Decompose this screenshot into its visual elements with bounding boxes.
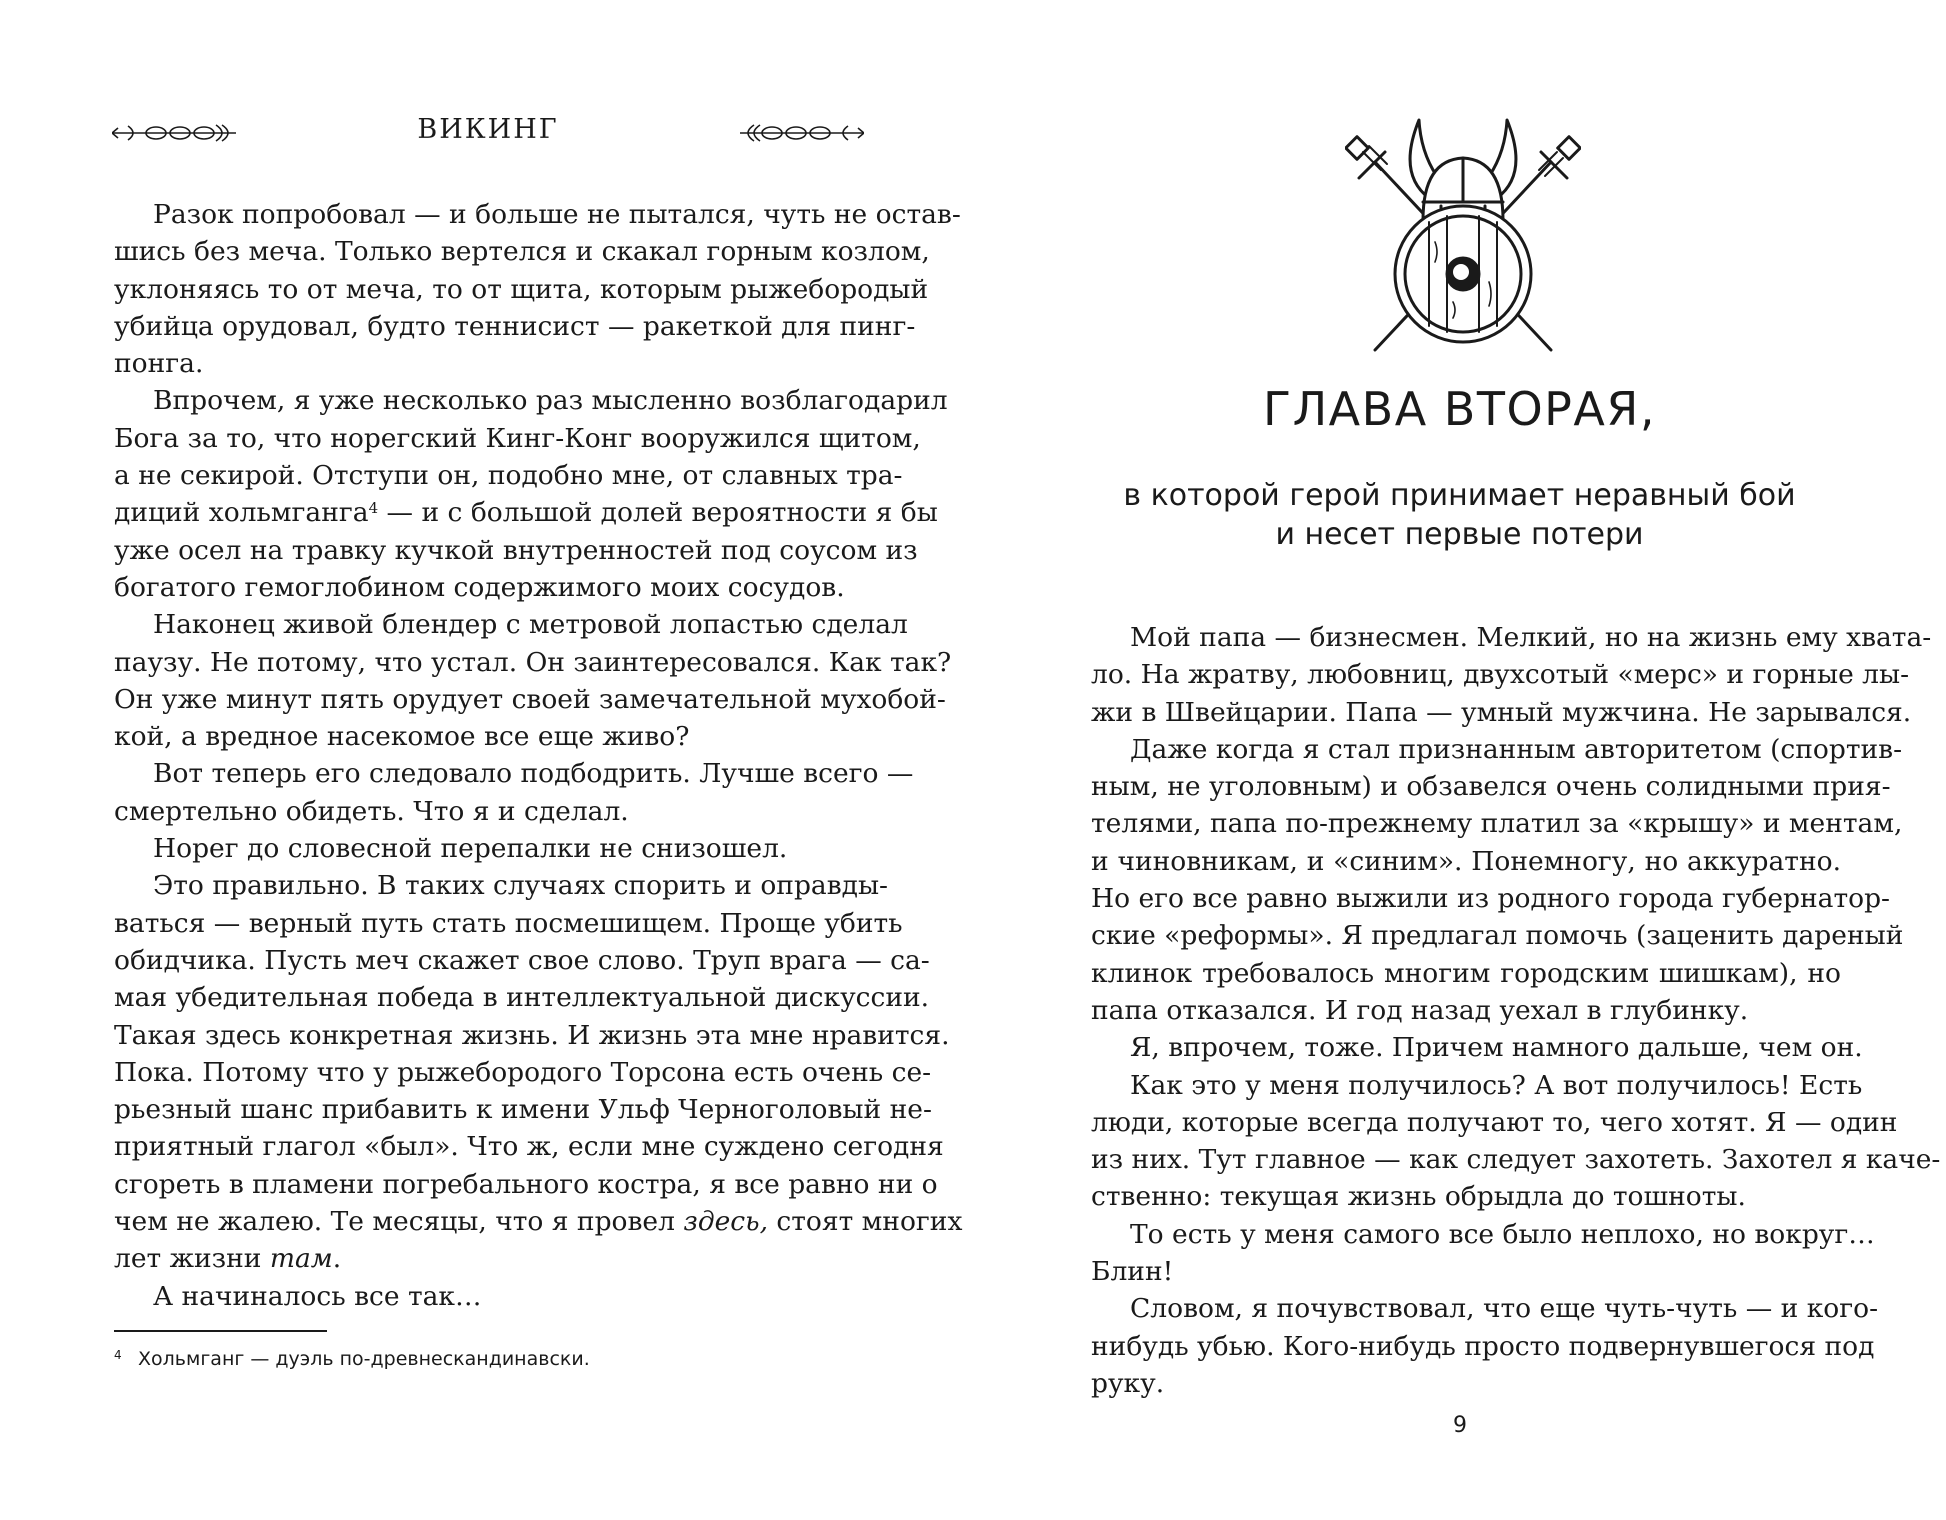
text-line: кой, а вредное насекомое все еще живо? [114,721,690,753]
text-line: уже осел на травку кучкой внутренностей под соусом из [114,534,918,566]
text-line: клинок требовалось многим городским шишкам), но [1091,957,1841,989]
text-line: Вот теперь его следовало подбодрить. Лучше всего — [153,758,914,790]
text-line: Словом, я почувствовал, что еще чуть-чуть — и кого- [1130,1293,1879,1325]
text-segment: . [332,1243,342,1275]
text-line: Наконец живой блендер с метровой лопастью сделал [153,609,908,641]
text-line: руку. [1091,1367,1165,1399]
text-line [114,1240,864,1277]
text-line: телями, папа по-прежнему платил за «крышу» и ментам, [1091,808,1903,840]
viking-helmet-shield-swords-icon [1345,112,1581,360]
text-line: Даже когда я стал признанным авторитетом (спортив- [1130,733,1903,765]
text-line: паузу. Не потому, что устал. Он заинтересовался. Как так? [114,646,952,678]
text-line: Разок попробовал — и больше не пытался, чуть не остав- [153,199,961,230]
footnote-number: 4 [114,1348,122,1362]
text-line: А начиналось все так… [153,1280,482,1312]
text-line: ственно: текущая жизнь обрыдла до тошноты. [1091,1181,1746,1213]
emphasis: там [269,1243,333,1275]
text-line: богатого гемоглобином содержимого моих сосудов. [114,571,845,603]
text-line: а не секирой. Отступи он, подобно мне, от славных тра- [114,460,903,492]
text-line: Как это у меня получилось? А вот получилось! Есть [1130,1069,1863,1101]
text-line: То есть у меня самого все было неплохо, но вокруг… [1130,1218,1875,1250]
footnote-divider [114,1330,327,1332]
ornament-right-icon [740,122,864,144]
footnote-text: Хольмганг — дуэль по-древнескандинавски. [138,1348,590,1370]
text-line: смертельно обидеть. Что я и сделал. [114,795,629,827]
text-line: ваться — верный путь стать посмешищем. Проще убить [114,907,903,939]
text-line: мая убедительная победа в интеллектуальной дискуссии. [114,982,930,1014]
text-line: Это правильно. В таких случаях спорить и оправды- [153,870,889,902]
right-page [973,0,1946,1520]
text-line: сгореть в пламени погребального костра, я все равно ни о [114,1168,938,1200]
chapter-subtitle-line: и несет первые потери [1275,517,1644,552]
text-line: Норег до словесной перепалки не снизошел. [153,833,788,865]
text-line: Мой папа — бизнесмен. Мелкий, но на жизнь ему хвата- [1130,622,1932,653]
chapter-subtitle-line: в которой герой принимает неравный бой [1123,478,1796,513]
text-segment: — и с большой долей вероятности я бы [378,497,938,529]
text-line: ские «реформы». Я предлагал помочь (заценить дареный [1091,920,1904,952]
running-header [112,112,864,152]
text-line: убийца орудовал, будто теннисист — ракеткой для пинг- [114,310,916,342]
text-segment: лет жизни [114,1243,270,1275]
text-line: ным, не уголовным) и обзавелся очень солидными прия- [1091,771,1891,803]
text-line: нибудь убью. Кого-нибудь просто подвернувшегося под [1091,1330,1875,1362]
text-line: люди, которые всегда получают то, чего хотят. Я — один [1091,1106,1898,1138]
text-line: Впрочем, я уже несколько раз мысленно возблагодарил [153,385,948,417]
text-line: ло. На жратву, любовниц, двухсотый «мерс» и горные лы- [1091,659,1910,691]
chapter-title: ГЛАВА ВТОРАЯ, [1263,382,1656,436]
text-line: рьезный шанс прибавить к имени Ульф Черноголовый не- [114,1094,932,1126]
running-header-title: ВИКИНГ [417,114,559,145]
chapter-subtitle [973,476,1946,554]
text-line: и чиновникам, и «синим». Понемногу, но аккуратно. [1091,845,1841,877]
text-line: приятный глагол «был». Что ж, если мне суждено сегодня [114,1131,944,1163]
text-segment: чем не жалею. Те месяцы, что я провел [114,1206,684,1238]
text-line: Блин! [1091,1256,1174,1288]
right-body-text [1091,619,1941,1402]
text-line: Пока. Потому что у рыжебородого Торсона есть очень се- [114,1056,932,1088]
text-line: жи в Швейцарии. Папа — умный мужчина. Не зарывался. [1091,696,1912,728]
text-line: папа отказался. И год назад уехал в глубинку. [1091,994,1749,1026]
footnote [114,1348,864,1370]
text-line: Но его все равно выжили из родного города губернатор- [1091,883,1891,915]
page-number: 9 [1453,1413,1467,1438]
footnote-ref: 4 [368,499,379,518]
text-line: уклоняясь то от меча, то от щита, которым рыжебородый [114,273,929,305]
text-segment: стоят многих [768,1206,963,1238]
text-line [114,494,938,531]
text-line: из них. Тут главное — как следует захотеть. Захотел я каче- [1091,1144,1941,1176]
text-line [114,1203,963,1240]
text-segment: диций хольмганга [114,497,369,529]
text-line: обидчика. Пусть меч скажет свое слово. Труп врага — са- [114,944,930,976]
text-line: Такая здесь конкретная жизнь. И жизнь эта мне нравится. [114,1019,950,1051]
text-line: Я, впрочем, тоже. Причем намного дальше, чем он. [1130,1032,1863,1064]
text-line: Бога за то, что норегский Кинг-Конг вооружился щитом, [114,422,921,454]
text-line: шись без меча. Только вертелся и скакал горным козлом, [114,236,930,268]
emphasis: здесь, [683,1206,768,1238]
text-line: понга. [114,348,204,380]
left-body-text [114,196,963,1315]
text-line: Он уже минут пять орудует своей замечательной мухобой- [114,683,946,715]
